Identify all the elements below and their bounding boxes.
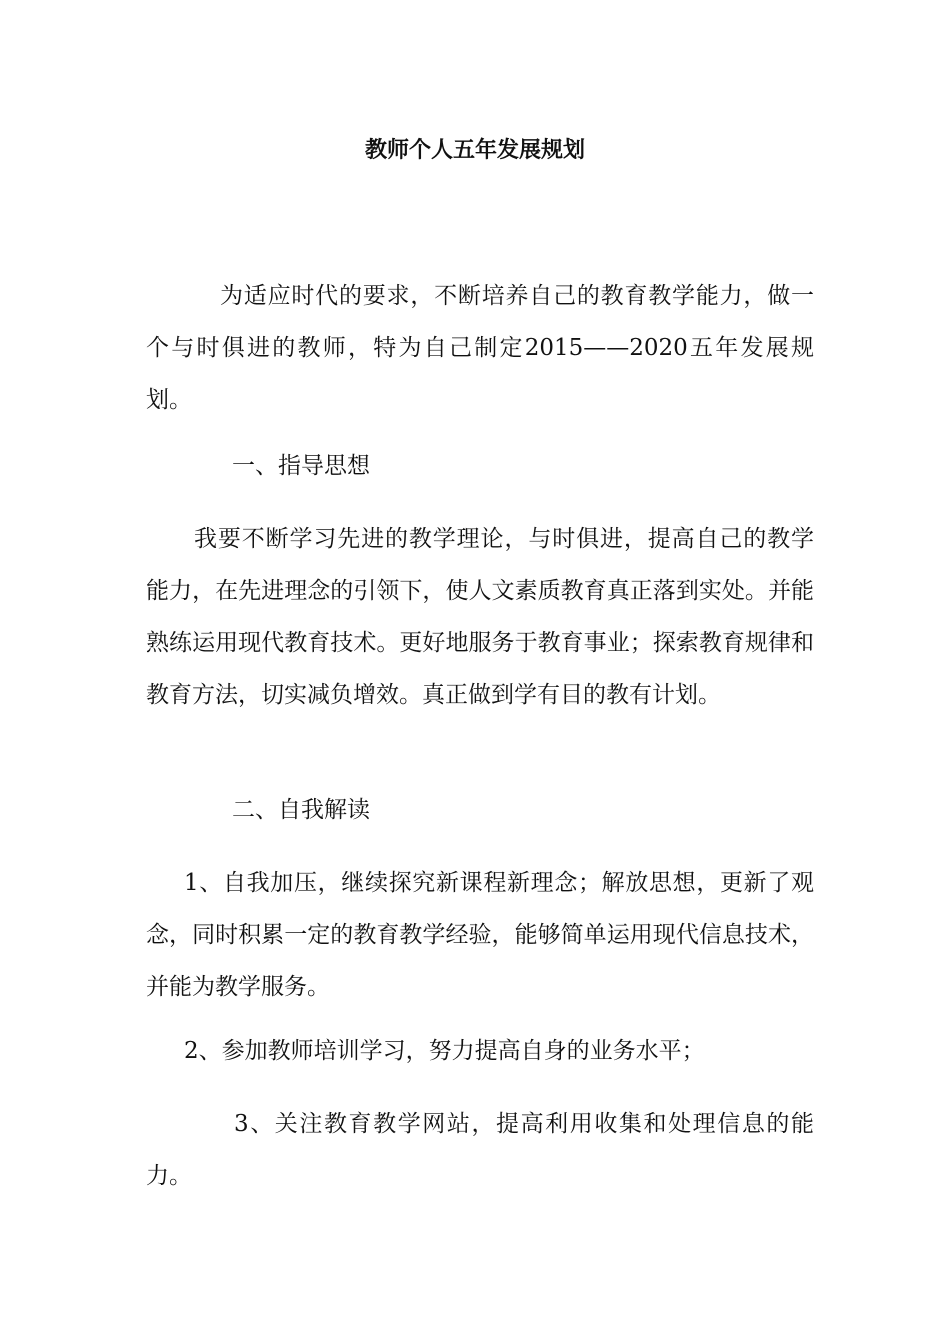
section-heading-guiding-ideology: 一、指导思想	[232, 453, 370, 479]
section-heading-self-reading: 二、自我解读	[232, 797, 370, 823]
list-item: 3、关注教育教学网站，提高利用收集和处理信息的能力。	[146, 1111, 814, 1189]
document-title: 教师个人五年发展规划	[364, 138, 585, 163]
intro-paragraph: 为适应时代的要求，不断培养自己的教育教学能力，做一个与时俱进的教师，特为自己制定2015——2020五年发展规划。	[146, 283, 814, 413]
section-body-guiding-ideology: 我要不断学习先进的教学理论，与时俱进，提高自己的教学能力，在先进理念的引领下，使人文素质教育真正落到实处。并能熟练运用现代教育技术。更好地服务于教育事业；探索教育规律和教育方法，切实减负增效。真正做到学有目的教有计划。	[146, 526, 814, 708]
list-item: 2、参加教师培训学习，努力提高自身的业务水平；	[184, 1038, 705, 1064]
list-item: 1、自我加压，继续探究新课程新理念；解放思想，更新了观念，同时积累一定的教育教学经验，能够简单运用现代信息技术，并能为教学服务。	[146, 870, 814, 1000]
